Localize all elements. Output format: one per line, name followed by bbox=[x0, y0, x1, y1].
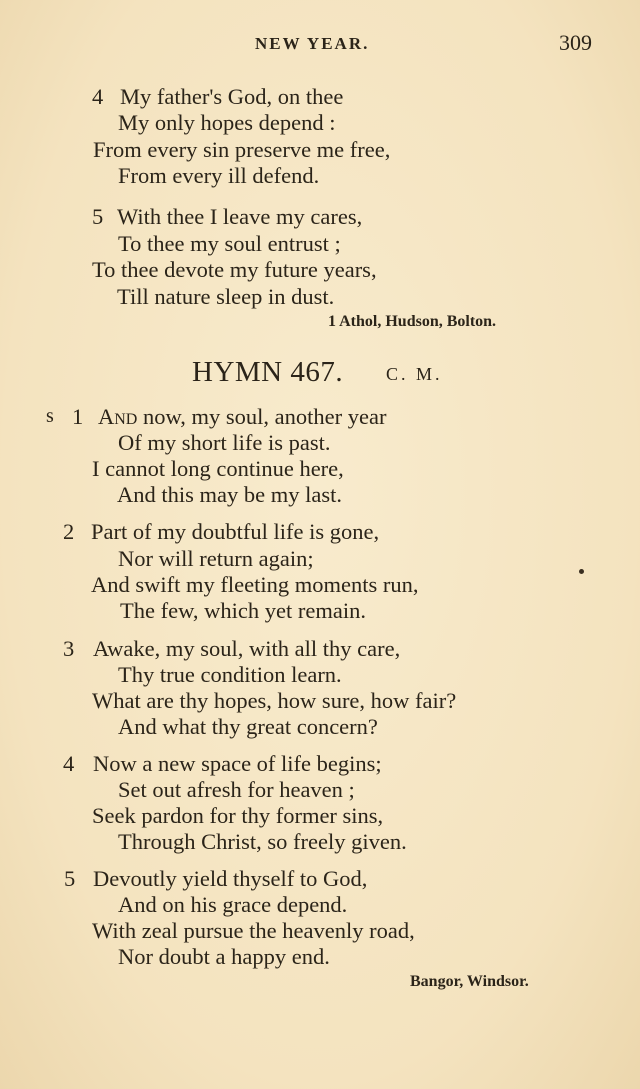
verse-line: I cannot long continue here, bbox=[92, 456, 344, 481]
verse-line: Nor will return again; bbox=[118, 546, 314, 571]
verse-line: The few, which yet remain. bbox=[120, 598, 366, 623]
verse-line: To thee devote my future years, bbox=[92, 257, 377, 282]
verse-line: Now a new space of life begins; bbox=[93, 751, 382, 776]
verse-line: Seek pardon for thy former sins, bbox=[92, 803, 384, 828]
verse-line: And what thy great concern? bbox=[118, 714, 378, 739]
verse-line: Of my short life is past. bbox=[118, 430, 331, 455]
verse-line: Awake, my soul, with all thy care, bbox=[93, 636, 401, 661]
verse-line: From every sin preserve me free, bbox=[93, 137, 391, 162]
first-word: And bbox=[98, 404, 138, 429]
tune-names: 1 Athol, Hudson, Bolton. bbox=[328, 313, 497, 330]
verse-line: And on his grace depend. bbox=[118, 892, 348, 917]
verse-line: Set out afresh for heaven ; bbox=[118, 777, 355, 802]
verse-line: Devoutly yield thyself to God, bbox=[93, 866, 368, 891]
verse-line: With zeal pursue the heavenly road, bbox=[92, 918, 415, 943]
hymn-title: HYMN 467. bbox=[192, 356, 344, 388]
stanza-number: 1 bbox=[72, 404, 84, 429]
verse-line: With thee I leave my cares, bbox=[117, 204, 363, 229]
stanza-number: 4 bbox=[63, 751, 75, 776]
stanza-number: 4 bbox=[92, 84, 104, 109]
stanza-number: 5 bbox=[92, 204, 104, 229]
verse-line: Nor doubt a happy end. bbox=[118, 944, 330, 969]
verse-line: And swift my fleeting moments run, bbox=[91, 572, 419, 597]
tune-names: Bangor, Windsor. bbox=[410, 973, 529, 990]
hymn-meter: C. M. bbox=[386, 364, 443, 384]
stanza-number: 5 bbox=[64, 866, 76, 891]
running-header: NEW YEAR. bbox=[255, 34, 370, 53]
verse-line: Thy true condition learn. bbox=[118, 662, 342, 687]
verse-line: From every ill defend. bbox=[118, 163, 320, 188]
verse-line: My father's God, on thee bbox=[120, 84, 344, 109]
verse-line: To thee my soul entrust ; bbox=[118, 231, 341, 256]
margin-mark: s bbox=[46, 405, 54, 427]
verse-line: What are thy hopes, how sure, how fair? bbox=[92, 688, 457, 713]
page-number: 309 bbox=[559, 30, 592, 55]
verse-line: And this may be my last. bbox=[117, 482, 342, 507]
verse-line: My only hopes depend : bbox=[118, 110, 336, 135]
stanza-number: 2 bbox=[63, 519, 75, 544]
verse-line: Through Christ, so freely given. bbox=[118, 829, 407, 854]
stanza-number: 3 bbox=[63, 636, 75, 661]
ink-dot bbox=[579, 569, 584, 574]
verse-line: And now, my soul, another year bbox=[98, 404, 387, 429]
verse-line: Till nature sleep in dust. bbox=[117, 284, 335, 309]
verse-line: Part of my doubtful life is gone, bbox=[91, 519, 380, 544]
